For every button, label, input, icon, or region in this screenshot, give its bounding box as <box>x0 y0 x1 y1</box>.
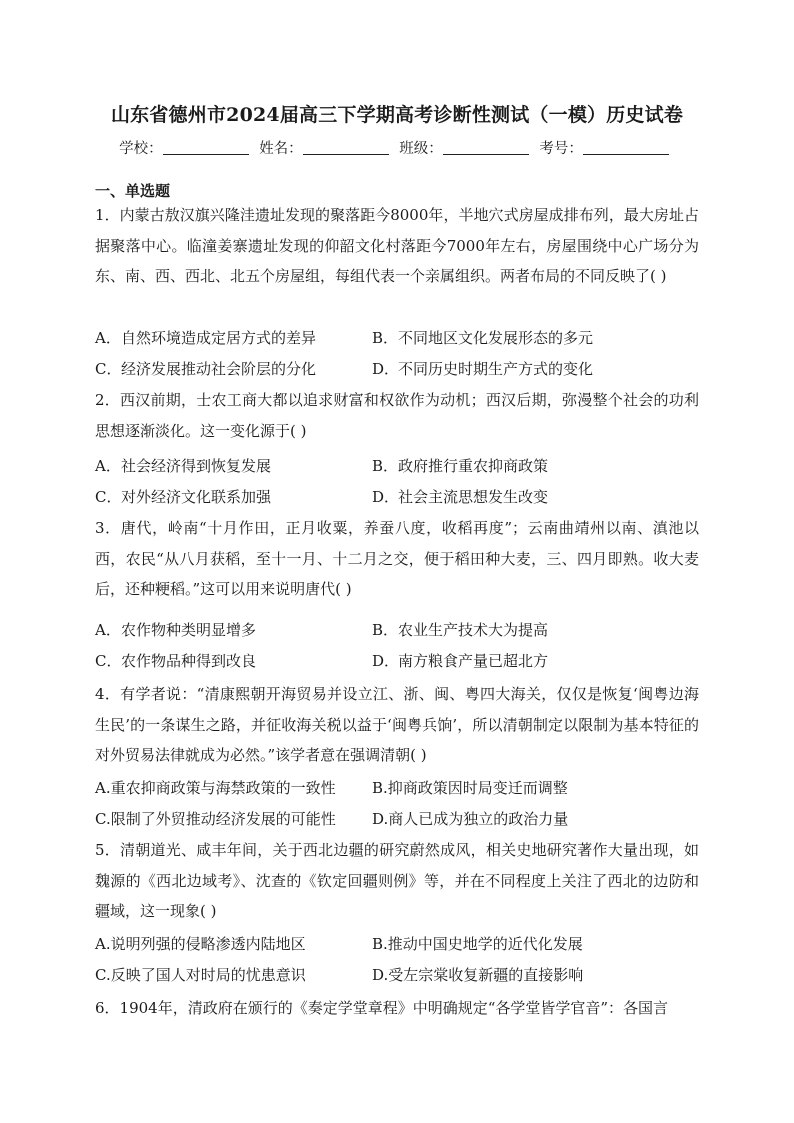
question-4-options <box>95 773 699 835</box>
question-3-options <box>95 615 699 677</box>
question-4-stem: 4．有学者说：“清康熙朝开海贸易并设立江、浙、闽、粤四大海关，仅仅是恢复‘闽粤边海生民’的一条谋生之路，并征收海关税以益于‘闽粤兵饷’，所以清朝制定以限制为基本特征的对外贸易法律就成为必然。”该学者意在强调清朝( ) <box>95 685 699 764</box>
exam-number-blank[interactable] <box>583 140 669 155</box>
exam-title: 山东省德州市2024届高三下学期高考诊断性测试（一模）历史试卷 <box>110 104 684 126</box>
option-b[interactable]: B．农业生产技术大为提高 <box>372 621 549 639</box>
question-1-stem: 1．内蒙古敖汉旗兴隆洼遗址发现的聚落距今8000年，半地穴式房屋成排布列，最大房址占据聚落中心。临潼姜寨遗址发现的仰韶文化村落距今7000年左右，房屋围绕中心广场分为东、南、西、西北、北五个房屋组，每组代表一个亲属组织。两者布局的不同反映了( ) <box>95 206 699 285</box>
option-a[interactable]: A.说明列强的侵略渗透内陆地区 <box>95 935 306 953</box>
section-heading: 一、单选题 <box>95 182 171 200</box>
option-d[interactable]: D.商人已成为独立的政治力量 <box>372 810 569 828</box>
option-b[interactable]: B.推动中国史地学的近代化发展 <box>372 935 583 953</box>
exam-number-label: 考号： <box>539 141 583 157</box>
student-info-line <box>0 137 794 158</box>
name-blank[interactable] <box>303 140 389 155</box>
option-a[interactable]: A．社会经济得到恢复发展 <box>95 457 272 475</box>
question-6-stem: 6．1904年，清政府在颁行的《奏定学堂章程》中明确规定“各学堂皆学官音”：各国言 <box>95 999 669 1017</box>
option-b[interactable]: B．不同地区文化发展形态的多元 <box>372 329 594 347</box>
option-d[interactable]: D．不同历史时期生产方式的变化 <box>372 360 594 378</box>
option-c[interactable]: C．对外经济文化联系加强 <box>95 488 272 506</box>
option-a[interactable]: A.重农抑商政策与海禁政策的一致性 <box>95 779 336 797</box>
question-3-stem: 3．唐代，岭南“十月作田，正月收粟，养蚕八度，收稻再度”；云南曲靖州以南、滇池以西，农民“从八月获稻，至十一月、十二月之交，便于稻田种大麦，三、四月即熟。收大麦后，还种粳稻。”这可以用来说明唐代( ) <box>95 519 699 598</box>
option-b[interactable]: B．政府推行重农抑商政策 <box>372 457 549 475</box>
option-b[interactable]: B.抑商政策因时局变迁而调整 <box>372 779 568 797</box>
option-c[interactable]: C．农作物品种得到改良 <box>95 652 257 670</box>
question-1-options <box>95 323 699 385</box>
option-d[interactable]: D.受左宗棠收复新疆的直接影响 <box>372 966 584 984</box>
question-2-options <box>95 451 699 513</box>
option-d[interactable]: D．南方粮食产量已超北方 <box>372 652 549 670</box>
school-label: 学校： <box>119 141 163 157</box>
school-blank[interactable] <box>163 140 249 155</box>
option-c[interactable]: C.反映了国人对时局的忧患意识 <box>95 966 306 984</box>
option-c[interactable]: C.限制了外贸推动经济发展的可能性 <box>95 810 336 828</box>
class-blank[interactable] <box>443 140 529 155</box>
name-label: 姓名： <box>259 141 303 157</box>
option-a[interactable]: A．农作物种类明显增多 <box>95 621 257 639</box>
option-d[interactable]: D．社会主流思想发生改变 <box>372 488 549 506</box>
option-a[interactable]: A．自然环境造成定居方式的差异 <box>95 329 317 347</box>
option-c[interactable]: C．经济发展推动社会阶层的分化 <box>95 360 317 378</box>
class-label: 班级： <box>399 141 443 157</box>
question-5-stem: 5．清朝道光、咸丰年间，关于西北边疆的研究蔚然成风，相关史地研究著作大量出现，如魏源的《西北边域考》、沈查的《钦定回疆则例》等，并在不同程度上关注了西北的边防和疆域，这一现象( ) <box>95 841 699 920</box>
question-5-options <box>95 929 699 991</box>
question-2-stem: 2．西汉前期，士农工商大都以追求财富和权欲作为动机；西汉后期，弥漫整个社会的功利思想逐渐淡化。这一变化源于( ) <box>95 391 699 440</box>
